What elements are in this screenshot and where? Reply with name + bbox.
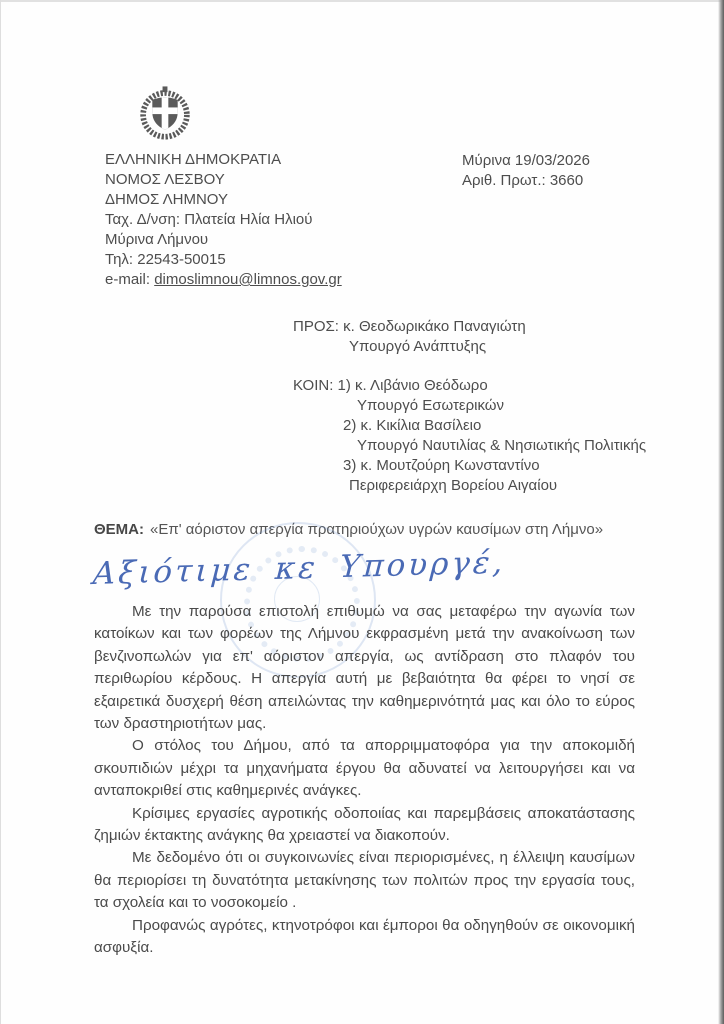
cc-line: Υπουργό Ναυτιλίας & Νησιωτικής Πολιτικής bbox=[357, 437, 647, 454]
org-name: ΕΛΛΗΝΙΚΗ ΔΗΜΟΚΡΑΤΙΑ bbox=[105, 151, 282, 168]
cc-line: 2) κ. Κικίλια Βασίλειο bbox=[343, 417, 482, 434]
phone-line: Τηλ: 22543-50015 bbox=[105, 251, 226, 268]
body-paragraph: Κρίσιμες εργασίες αγροτικής οδοποιίας και παρεμβάσεις αποκατάστασης ζημιών έκτακτης ανάγκης θα χρειαστεί να διακοπούν. bbox=[94, 804, 635, 845]
city-line: Μύρινα Λήμνου bbox=[105, 231, 209, 248]
prefecture-name: ΝΟΜΟΣ ΛΕΣΒΟΥ bbox=[105, 171, 225, 188]
cc-line: ΚΟΙΝ: 1) κ. Λιβάνιο Θεόδωρο bbox=[293, 377, 488, 394]
letter-body bbox=[94, 601, 635, 960]
recipient-cc bbox=[293, 376, 646, 496]
greek-coat-of-arms-icon bbox=[138, 86, 192, 142]
place-date: Μύρινα 19/03/2026 bbox=[462, 152, 590, 169]
email-label: e-mail: bbox=[105, 271, 151, 288]
to-line: ΠΡΟΣ: κ. Θεοδωρικάκο Παναγιώτη bbox=[293, 318, 526, 335]
letterhead-block bbox=[105, 150, 342, 290]
cc-line: 3) κ. Μουτζούρη Κωνσταντίνο bbox=[343, 457, 540, 474]
email-row bbox=[105, 270, 342, 290]
recipients-block bbox=[293, 317, 646, 496]
subject-label: ΘΕΜΑ: bbox=[94, 521, 144, 538]
protocol-number: Αριθ. Πρωτ.: 3660 bbox=[462, 172, 584, 189]
cc-line: Υπουργό Εσωτερικών bbox=[357, 397, 504, 414]
date-protocol-block bbox=[462, 151, 590, 191]
postal-address: Ταχ. Δ/νση: Πλατεία Ηλία Ηλιού bbox=[105, 211, 313, 228]
scan-edge-right bbox=[718, 0, 724, 1024]
body-paragraph: Προφανώς αγρότες, κτηνοτρόφοι και έμποροι θα οδηγηθούν σε οικονομική ασφυξία. bbox=[94, 916, 635, 957]
recipient-to bbox=[293, 317, 646, 357]
to-line: Υπουργό Ανάπτυξης bbox=[349, 338, 487, 355]
body-paragraph: Με την παρούσα επιστολή επιθυμώ να σας μεταφέρω την αγωνία των κατοίκων και των φορέων της Λήμνου εκφρασμένη μετά την ανακοίνωση των βενζινοπωλών για επ' αόριστον απεργία, ως αντίδραση στο πλαφόν του περιθωρίου κέρδους. Η απεργία αυτή με βεβαιότητα θα φέρει το νησί σε εξαιρετικά δυσχερή θέση απειλώντας την καθημερινότητά μας και όλο το εύρος των δραστηριοτήτων μας. bbox=[94, 603, 635, 733]
handwritten-greeting: Αξιότιμε κε Υπουργέ, bbox=[91, 544, 507, 593]
scan-edge-left bbox=[0, 0, 1, 1024]
municipality-name: ΔΗΜΟΣ ΛΗΜΝΟΥ bbox=[105, 191, 228, 208]
cc-line: Περιφερειάρχη Βορείου Αιγαίου bbox=[349, 477, 558, 494]
email-address: dimoslimnou@limnos.gov.gr bbox=[154, 271, 342, 288]
subject-text: «Επ' αόριστον απεργία πρατηριούχων υγρών καυσίμων στη Λήμνο» bbox=[150, 521, 604, 538]
subject-line bbox=[94, 521, 654, 538]
body-paragraph: Ο στόλος του Δήμου, από τα απορριμματοφόρα για την αποκομιδή σκουπιδιών μέχρι τα μηχανήματα έργου θα αδυνατεί να λειτουργήσει και να ανταποκριθεί στις καθημερινές ανάγκες. bbox=[94, 737, 635, 800]
body-paragraph: Με δεδομένο ότι οι συγκοινωνίες είναι περιορισμένες, η έλλειψη καυσίμων θα περιορίσει τη δυνατότητα μετακίνησης των πολιτών προς την εργασία τους, τα σχολεία και το νοσοκομείο . bbox=[94, 849, 635, 912]
scan-edge-top bbox=[0, 0, 724, 2]
